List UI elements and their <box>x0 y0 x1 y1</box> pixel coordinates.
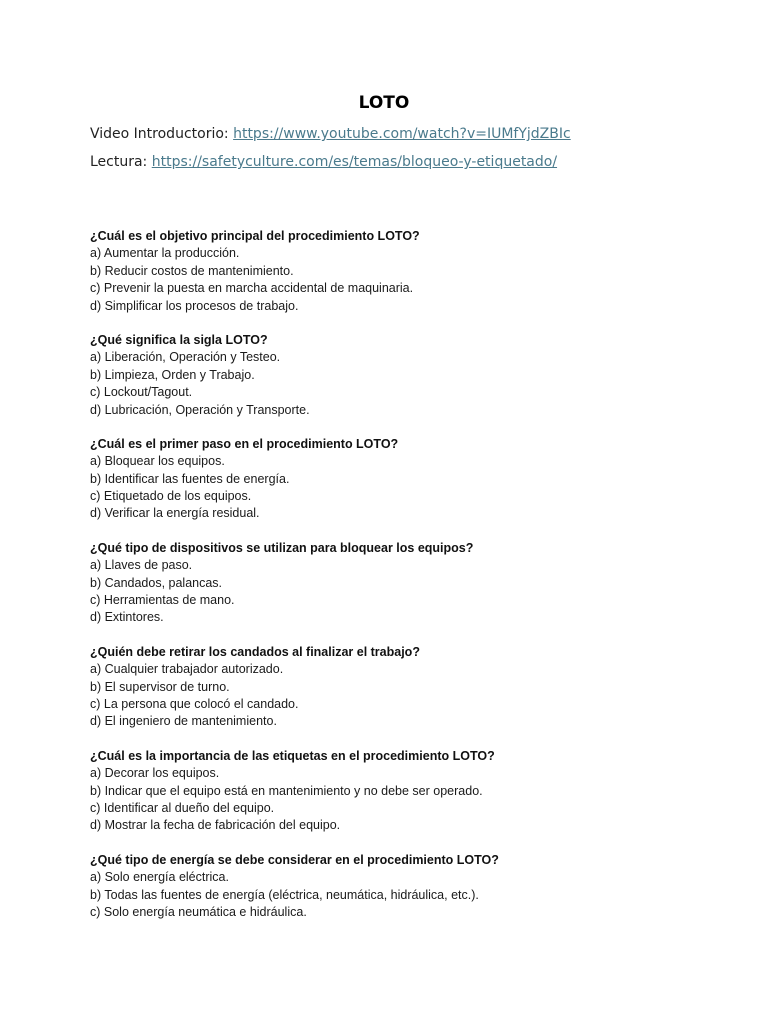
answer-option: c) Solo energía neumática e hidráulica. <box>90 904 307 919</box>
question-block <box>90 332 710 419</box>
question-block <box>90 228 710 315</box>
answer-option: b) Indicar que el equipo está en mantenimiento y no debe ser operado. <box>90 783 483 798</box>
question-text: ¿Qué significa la sigla LOTO? <box>90 332 268 347</box>
video-label: Video Introductorio: <box>90 126 234 142</box>
answer-option: a) Aumentar la producción. <box>90 246 240 261</box>
answer-option: d) Extintores. <box>90 610 164 625</box>
quiz-section <box>90 228 710 938</box>
reading-line <box>90 152 557 172</box>
video-line <box>90 124 571 144</box>
answer-option: b) Todas las fuentes de energía (eléctrica, neumática, hidráulica, etc.). <box>90 887 479 902</box>
document-title: LOTO <box>358 93 410 113</box>
answer-option: d) Simplificar los procesos de trabajo. <box>90 298 299 313</box>
question-text: ¿Qué tipo de energía se debe considerar en el procedimiento LOTO? <box>90 852 499 867</box>
answer-option: c) Lockout/Tagout. <box>90 385 193 400</box>
answer-option: a) Llaves de paso. <box>90 558 193 573</box>
question-block <box>90 436 710 523</box>
answer-option: c) Identificar al dueño del equipo. <box>90 800 275 815</box>
question-text: ¿Qué tipo de dispositivos se utilizan para bloquear los equipos? <box>90 540 474 555</box>
answer-option: a) Liberación, Operación y Testeo. <box>90 350 281 365</box>
reading-link[interactable]: https://safetyculture.com/es/temas/bloqueo-y-etiquetado/ <box>151 154 558 170</box>
answer-option: c) La persona que colocó el candado. <box>90 696 299 711</box>
answer-option: d) Verificar la energía residual. <box>90 506 260 521</box>
answer-option: c) Etiquetado de los equipos. <box>90 489 252 504</box>
answer-option: a) Solo energía eléctrica. <box>90 870 229 885</box>
video-link[interactable]: https://www.youtube.com/watch?v=IUMfYjdZBIc <box>233 126 571 142</box>
answer-option: d) Lubricación, Operación y Transporte. <box>90 402 310 417</box>
answer-option: b) Reducir costos de mantenimiento. <box>90 263 294 278</box>
answer-option: c) Herramientas de mano. <box>90 593 235 608</box>
question-text: ¿Cuál es el objetivo principal del procedimiento LOTO? <box>90 229 420 243</box>
question-text: ¿Cuál es el primer paso en el procedimiento LOTO? <box>90 436 399 451</box>
question-block <box>90 540 710 627</box>
answer-option: b) Limpieza, Orden y Trabajo. <box>90 367 255 382</box>
question-block <box>90 852 710 922</box>
answer-option: b) Identificar las fuentes de energía. <box>90 471 290 486</box>
question-text: ¿Quién debe retirar los candados al finalizar el trabajo? <box>90 644 420 659</box>
reading-label: Lectura: <box>90 154 152 170</box>
answer-option: a) Cualquier trabajador autorizado. <box>90 662 284 677</box>
question-block <box>90 748 710 835</box>
answer-option: b) Candados, palancas. <box>90 575 223 590</box>
answer-option: a) Decorar los equipos. <box>90 766 220 781</box>
answer-option: b) El supervisor de turno. <box>90 679 230 694</box>
question-text: ¿Cuál es la importancia de las etiquetas en el procedimiento LOTO? <box>90 748 495 763</box>
answer-option: d) Mostrar la fecha de fabricación del equipo. <box>90 818 341 833</box>
question-block <box>90 644 710 731</box>
answer-option: d) El ingeniero de mantenimiento. <box>90 714 277 729</box>
answer-option: c) Prevenir la puesta en marcha accidental de maquinaria. <box>90 281 414 296</box>
answer-option: a) Bloquear los equipos. <box>90 454 225 469</box>
